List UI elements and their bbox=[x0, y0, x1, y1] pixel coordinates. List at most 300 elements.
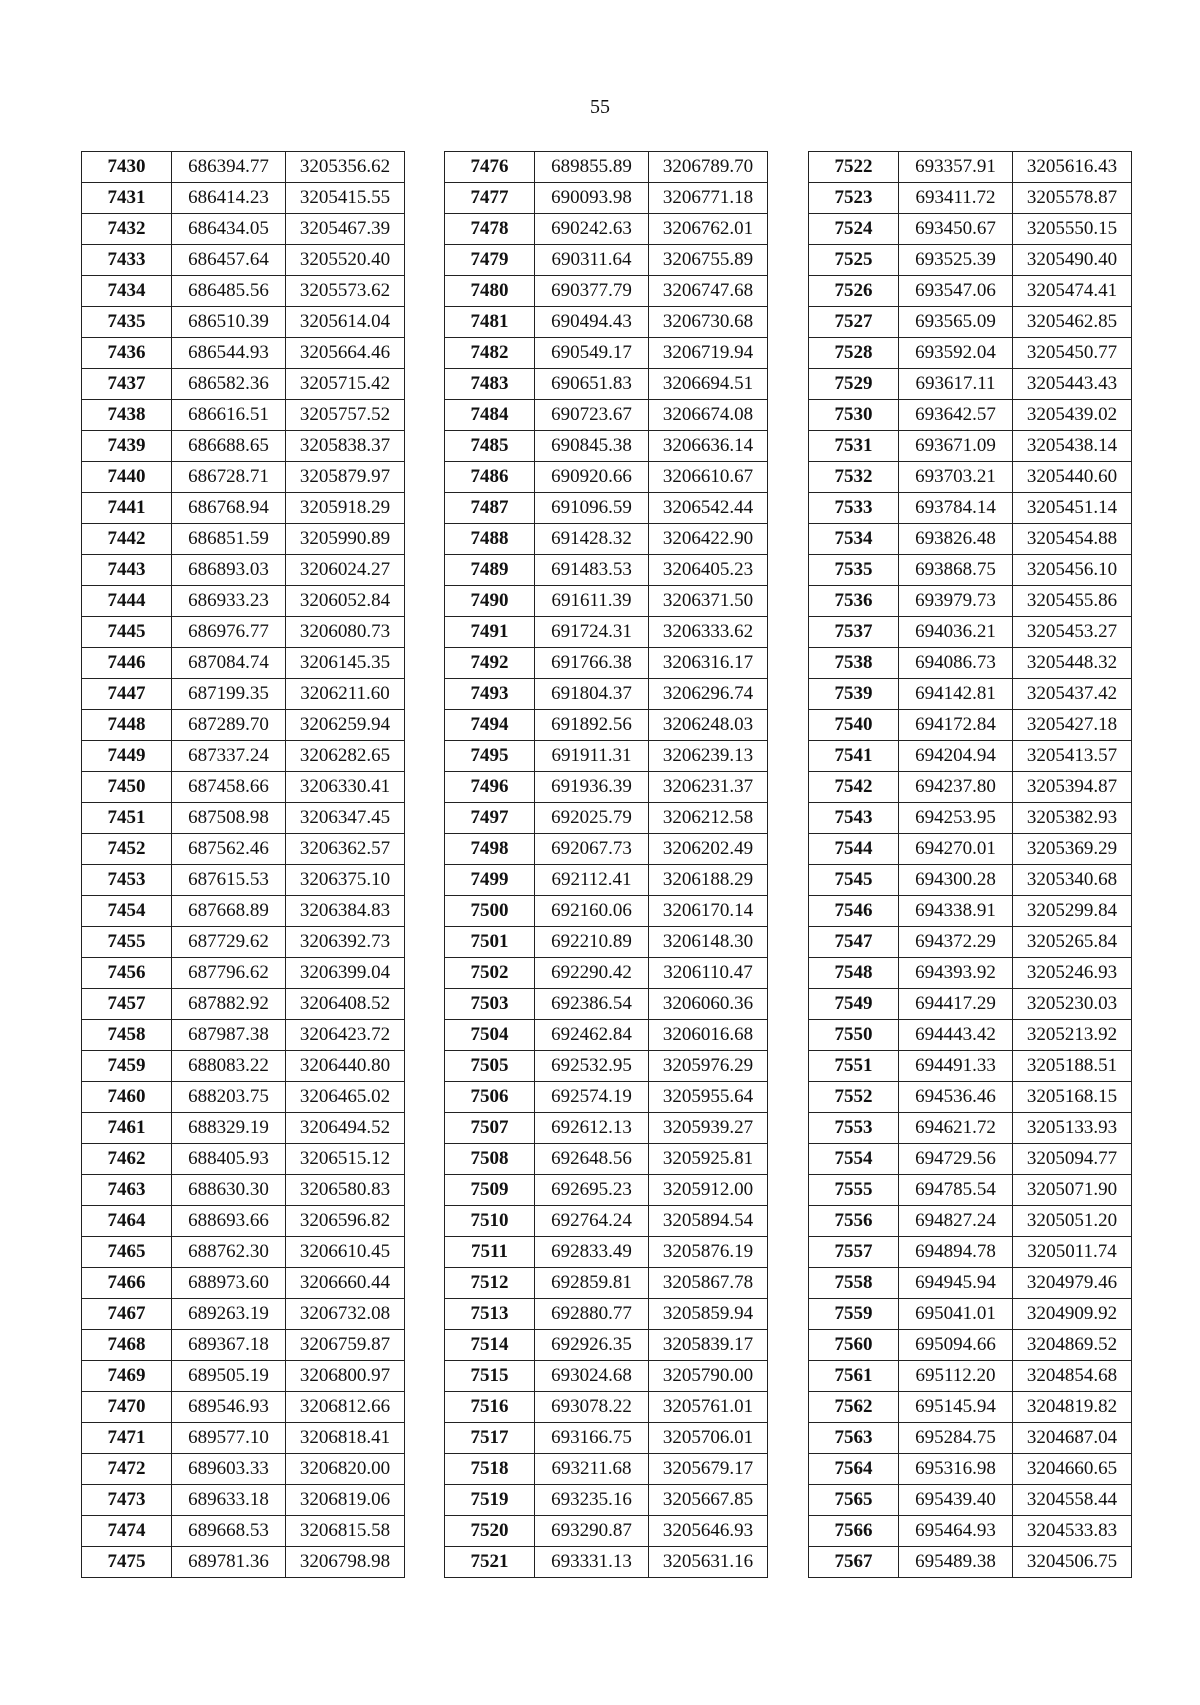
x-coordinate: 687508.98 bbox=[172, 803, 286, 834]
table-row bbox=[82, 1299, 405, 1330]
point-number: 7448 bbox=[82, 710, 172, 741]
point-number: 7507 bbox=[445, 1113, 535, 1144]
point-number: 7523 bbox=[809, 183, 899, 214]
table-row bbox=[82, 586, 405, 617]
y-coordinate: 3206542.44 bbox=[649, 493, 768, 524]
point-number: 7493 bbox=[445, 679, 535, 710]
x-coordinate: 693024.68 bbox=[535, 1361, 649, 1392]
point-number: 7440 bbox=[82, 462, 172, 493]
table-row bbox=[445, 958, 768, 989]
y-coordinate: 3205859.94 bbox=[649, 1299, 768, 1330]
x-coordinate: 691804.37 bbox=[535, 679, 649, 710]
x-coordinate: 694253.95 bbox=[899, 803, 1013, 834]
x-coordinate: 690242.63 bbox=[535, 214, 649, 245]
y-coordinate: 3206610.67 bbox=[649, 462, 768, 493]
table-row bbox=[82, 1144, 405, 1175]
x-coordinate: 693166.75 bbox=[535, 1423, 649, 1454]
y-coordinate: 3205394.87 bbox=[1013, 772, 1132, 803]
x-coordinate: 693211.68 bbox=[535, 1454, 649, 1485]
y-coordinate: 3205439.02 bbox=[1013, 400, 1132, 431]
y-coordinate: 3205876.19 bbox=[649, 1237, 768, 1268]
point-number: 7550 bbox=[809, 1020, 899, 1051]
point-number: 7467 bbox=[82, 1299, 172, 1330]
table-row bbox=[809, 245, 1132, 276]
y-coordinate: 3205265.84 bbox=[1013, 927, 1132, 958]
y-coordinate: 3206080.73 bbox=[286, 617, 405, 648]
table-row bbox=[445, 1020, 768, 1051]
point-number: 7547 bbox=[809, 927, 899, 958]
table-row bbox=[82, 958, 405, 989]
table-row bbox=[445, 834, 768, 865]
table-row bbox=[809, 1175, 1132, 1206]
table-row bbox=[82, 462, 405, 493]
y-coordinate: 3205955.64 bbox=[649, 1082, 768, 1113]
x-coordinate: 694372.29 bbox=[899, 927, 1013, 958]
table-row bbox=[82, 276, 405, 307]
point-number: 7485 bbox=[445, 431, 535, 462]
y-coordinate: 3206347.45 bbox=[286, 803, 405, 834]
table-row bbox=[809, 617, 1132, 648]
point-number: 7436 bbox=[82, 338, 172, 369]
point-number: 7431 bbox=[82, 183, 172, 214]
x-coordinate: 687084.74 bbox=[172, 648, 286, 679]
point-number: 7480 bbox=[445, 276, 535, 307]
x-coordinate: 686728.71 bbox=[172, 462, 286, 493]
table-row bbox=[82, 431, 405, 462]
point-number: 7497 bbox=[445, 803, 535, 834]
table-row bbox=[82, 524, 405, 555]
table-row bbox=[82, 927, 405, 958]
point-number: 7561 bbox=[809, 1361, 899, 1392]
x-coordinate: 694729.56 bbox=[899, 1144, 1013, 1175]
table-row bbox=[82, 245, 405, 276]
coordinate-table-1 bbox=[81, 151, 405, 1578]
y-coordinate: 3205925.81 bbox=[649, 1144, 768, 1175]
x-coordinate: 687562.46 bbox=[172, 834, 286, 865]
point-number: 7530 bbox=[809, 400, 899, 431]
table-row bbox=[809, 1082, 1132, 1113]
table-row bbox=[809, 989, 1132, 1020]
table-row bbox=[809, 679, 1132, 710]
x-coordinate: 692067.73 bbox=[535, 834, 649, 865]
x-coordinate: 687729.62 bbox=[172, 927, 286, 958]
y-coordinate: 3205437.42 bbox=[1013, 679, 1132, 710]
table-row bbox=[809, 400, 1132, 431]
x-coordinate: 691611.39 bbox=[535, 586, 649, 617]
y-coordinate: 3204660.65 bbox=[1013, 1454, 1132, 1485]
y-coordinate: 3205450.77 bbox=[1013, 338, 1132, 369]
point-number: 7525 bbox=[809, 245, 899, 276]
x-coordinate: 695284.75 bbox=[899, 1423, 1013, 1454]
point-number: 7454 bbox=[82, 896, 172, 927]
y-coordinate: 3206375.10 bbox=[286, 865, 405, 896]
page-number: 55 bbox=[590, 96, 610, 118]
x-coordinate: 687289.70 bbox=[172, 710, 286, 741]
y-coordinate: 3205462.85 bbox=[1013, 307, 1132, 338]
y-coordinate: 3206747.68 bbox=[649, 276, 768, 307]
table-row bbox=[445, 772, 768, 803]
table-row bbox=[82, 1051, 405, 1082]
y-coordinate: 3205879.97 bbox=[286, 462, 405, 493]
x-coordinate: 693565.09 bbox=[899, 307, 1013, 338]
x-coordinate: 693235.16 bbox=[535, 1485, 649, 1516]
x-coordinate: 690494.43 bbox=[535, 307, 649, 338]
x-coordinate: 692462.84 bbox=[535, 1020, 649, 1051]
table-row bbox=[445, 307, 768, 338]
y-coordinate: 3206211.60 bbox=[286, 679, 405, 710]
point-number: 7470 bbox=[82, 1392, 172, 1423]
table-row bbox=[809, 1051, 1132, 1082]
x-coordinate: 691428.32 bbox=[535, 524, 649, 555]
point-number: 7564 bbox=[809, 1454, 899, 1485]
table-row bbox=[809, 1454, 1132, 1485]
point-number: 7490 bbox=[445, 586, 535, 617]
table-row bbox=[445, 710, 768, 741]
point-number: 7479 bbox=[445, 245, 535, 276]
point-number: 7565 bbox=[809, 1485, 899, 1516]
x-coordinate: 686688.65 bbox=[172, 431, 286, 462]
y-coordinate: 3205715.42 bbox=[286, 369, 405, 400]
y-coordinate: 3205614.04 bbox=[286, 307, 405, 338]
x-coordinate: 693826.48 bbox=[899, 524, 1013, 555]
point-number: 7433 bbox=[82, 245, 172, 276]
y-coordinate: 3205667.85 bbox=[649, 1485, 768, 1516]
coordinate-table-3 bbox=[808, 151, 1132, 1578]
y-coordinate: 3205573.62 bbox=[286, 276, 405, 307]
table-row bbox=[809, 1423, 1132, 1454]
y-coordinate: 3206212.58 bbox=[649, 803, 768, 834]
table-row bbox=[82, 803, 405, 834]
x-coordinate: 688973.60 bbox=[172, 1268, 286, 1299]
x-coordinate: 687668.89 bbox=[172, 896, 286, 927]
y-coordinate: 3205451.14 bbox=[1013, 493, 1132, 524]
y-coordinate: 3205453.27 bbox=[1013, 617, 1132, 648]
table-row bbox=[445, 1392, 768, 1423]
x-coordinate: 693671.09 bbox=[899, 431, 1013, 462]
x-coordinate: 692880.77 bbox=[535, 1299, 649, 1330]
table-row bbox=[809, 648, 1132, 679]
x-coordinate: 694621.72 bbox=[899, 1113, 1013, 1144]
x-coordinate: 691483.53 bbox=[535, 555, 649, 586]
point-number: 7491 bbox=[445, 617, 535, 648]
table-row bbox=[445, 1299, 768, 1330]
point-number: 7546 bbox=[809, 896, 899, 927]
x-coordinate: 692612.13 bbox=[535, 1113, 649, 1144]
y-coordinate: 3205706.01 bbox=[649, 1423, 768, 1454]
x-coordinate: 694785.54 bbox=[899, 1175, 1013, 1206]
x-coordinate: 689668.53 bbox=[172, 1516, 286, 1547]
y-coordinate: 3205790.00 bbox=[649, 1361, 768, 1392]
y-coordinate: 3205369.29 bbox=[1013, 834, 1132, 865]
x-coordinate: 686414.23 bbox=[172, 183, 286, 214]
y-coordinate: 3205456.10 bbox=[1013, 555, 1132, 586]
point-number: 7432 bbox=[82, 214, 172, 245]
x-coordinate: 694945.94 bbox=[899, 1268, 1013, 1299]
table-row bbox=[809, 462, 1132, 493]
point-number: 7444 bbox=[82, 586, 172, 617]
point-number: 7481 bbox=[445, 307, 535, 338]
x-coordinate: 694443.42 bbox=[899, 1020, 1013, 1051]
table-row bbox=[82, 338, 405, 369]
table-row bbox=[809, 1144, 1132, 1175]
x-coordinate: 694270.01 bbox=[899, 834, 1013, 865]
x-coordinate: 690845.38 bbox=[535, 431, 649, 462]
table-row bbox=[82, 400, 405, 431]
table-row bbox=[82, 1392, 405, 1423]
point-number: 7528 bbox=[809, 338, 899, 369]
y-coordinate: 3206755.89 bbox=[649, 245, 768, 276]
x-coordinate: 694036.21 bbox=[899, 617, 1013, 648]
y-coordinate: 3206016.68 bbox=[649, 1020, 768, 1051]
table-row bbox=[445, 1454, 768, 1485]
x-coordinate: 692859.81 bbox=[535, 1268, 649, 1299]
x-coordinate: 693617.11 bbox=[899, 369, 1013, 400]
y-coordinate: 3205213.92 bbox=[1013, 1020, 1132, 1051]
point-number: 7477 bbox=[445, 183, 535, 214]
table-row bbox=[445, 493, 768, 524]
point-number: 7458 bbox=[82, 1020, 172, 1051]
table-row bbox=[809, 369, 1132, 400]
y-coordinate: 3206060.36 bbox=[649, 989, 768, 1020]
table-row bbox=[82, 1020, 405, 1051]
x-coordinate: 689603.33 bbox=[172, 1454, 286, 1485]
x-coordinate: 694894.78 bbox=[899, 1237, 1013, 1268]
point-number: 7506 bbox=[445, 1082, 535, 1113]
point-number: 7494 bbox=[445, 710, 535, 741]
y-coordinate: 3205867.78 bbox=[649, 1268, 768, 1299]
point-number: 7475 bbox=[82, 1547, 172, 1578]
table-row bbox=[82, 648, 405, 679]
y-coordinate: 3205679.17 bbox=[649, 1454, 768, 1485]
point-number: 7447 bbox=[82, 679, 172, 710]
point-number: 7492 bbox=[445, 648, 535, 679]
x-coordinate: 695316.98 bbox=[899, 1454, 1013, 1485]
point-number: 7517 bbox=[445, 1423, 535, 1454]
table-row bbox=[445, 431, 768, 462]
point-number: 7461 bbox=[82, 1113, 172, 1144]
point-number: 7532 bbox=[809, 462, 899, 493]
x-coordinate: 690651.83 bbox=[535, 369, 649, 400]
point-number: 7535 bbox=[809, 555, 899, 586]
table-row bbox=[82, 679, 405, 710]
y-coordinate: 3206145.35 bbox=[286, 648, 405, 679]
y-coordinate: 3204533.83 bbox=[1013, 1516, 1132, 1547]
y-coordinate: 3205415.55 bbox=[286, 183, 405, 214]
table-row bbox=[445, 1206, 768, 1237]
point-number: 7541 bbox=[809, 741, 899, 772]
point-number: 7533 bbox=[809, 493, 899, 524]
table-row bbox=[82, 152, 405, 183]
x-coordinate: 687458.66 bbox=[172, 772, 286, 803]
x-coordinate: 690920.66 bbox=[535, 462, 649, 493]
point-number: 7534 bbox=[809, 524, 899, 555]
point-number: 7539 bbox=[809, 679, 899, 710]
table-row bbox=[82, 834, 405, 865]
y-coordinate: 3206636.14 bbox=[649, 431, 768, 462]
point-number: 7474 bbox=[82, 1516, 172, 1547]
y-coordinate: 3204819.82 bbox=[1013, 1392, 1132, 1423]
y-coordinate: 3206762.01 bbox=[649, 214, 768, 245]
y-coordinate: 3206596.82 bbox=[286, 1206, 405, 1237]
y-coordinate: 3206800.97 bbox=[286, 1361, 405, 1392]
y-coordinate: 3205230.03 bbox=[1013, 989, 1132, 1020]
y-coordinate: 3206812.66 bbox=[286, 1392, 405, 1423]
table-row bbox=[809, 1268, 1132, 1299]
table-row bbox=[809, 1361, 1132, 1392]
y-coordinate: 3206815.58 bbox=[286, 1516, 405, 1547]
point-number: 7460 bbox=[82, 1082, 172, 1113]
point-number: 7465 bbox=[82, 1237, 172, 1268]
x-coordinate: 686893.03 bbox=[172, 555, 286, 586]
point-number: 7522 bbox=[809, 152, 899, 183]
x-coordinate: 693078.22 bbox=[535, 1392, 649, 1423]
point-number: 7484 bbox=[445, 400, 535, 431]
table-row bbox=[809, 1206, 1132, 1237]
point-number: 7473 bbox=[82, 1485, 172, 1516]
y-coordinate: 3205631.16 bbox=[649, 1547, 768, 1578]
x-coordinate: 686457.64 bbox=[172, 245, 286, 276]
table-row bbox=[809, 1392, 1132, 1423]
y-coordinate: 3206148.30 bbox=[649, 927, 768, 958]
y-coordinate: 3206465.02 bbox=[286, 1082, 405, 1113]
y-coordinate: 3205448.32 bbox=[1013, 648, 1132, 679]
x-coordinate: 690549.17 bbox=[535, 338, 649, 369]
table-row bbox=[82, 896, 405, 927]
table-row bbox=[82, 710, 405, 741]
x-coordinate: 690377.79 bbox=[535, 276, 649, 307]
table-row bbox=[82, 741, 405, 772]
x-coordinate: 688762.30 bbox=[172, 1237, 286, 1268]
x-coordinate: 693703.21 bbox=[899, 462, 1013, 493]
point-number: 7466 bbox=[82, 1268, 172, 1299]
table-row bbox=[445, 245, 768, 276]
table-row bbox=[82, 307, 405, 338]
y-coordinate: 3206024.27 bbox=[286, 555, 405, 586]
point-number: 7438 bbox=[82, 400, 172, 431]
x-coordinate: 690723.67 bbox=[535, 400, 649, 431]
y-coordinate: 3206820.00 bbox=[286, 1454, 405, 1485]
table-row bbox=[809, 524, 1132, 555]
point-number: 7556 bbox=[809, 1206, 899, 1237]
point-number: 7486 bbox=[445, 462, 535, 493]
y-coordinate: 3206110.47 bbox=[649, 958, 768, 989]
x-coordinate: 692833.49 bbox=[535, 1237, 649, 1268]
x-coordinate: 689781.36 bbox=[172, 1547, 286, 1578]
table-row bbox=[809, 710, 1132, 741]
x-coordinate: 692574.19 bbox=[535, 1082, 649, 1113]
x-coordinate: 693547.06 bbox=[899, 276, 1013, 307]
y-coordinate: 3206399.04 bbox=[286, 958, 405, 989]
y-coordinate: 3206660.44 bbox=[286, 1268, 405, 1299]
point-number: 7501 bbox=[445, 927, 535, 958]
point-number: 7531 bbox=[809, 431, 899, 462]
x-coordinate: 688630.30 bbox=[172, 1175, 286, 1206]
y-coordinate: 3206330.41 bbox=[286, 772, 405, 803]
x-coordinate: 695112.20 bbox=[899, 1361, 1013, 1392]
table-row bbox=[809, 1547, 1132, 1578]
y-coordinate: 3206730.68 bbox=[649, 307, 768, 338]
point-number: 7527 bbox=[809, 307, 899, 338]
point-number: 7439 bbox=[82, 431, 172, 462]
y-coordinate: 3205474.41 bbox=[1013, 276, 1132, 307]
table-row bbox=[445, 1516, 768, 1547]
point-number: 7509 bbox=[445, 1175, 535, 1206]
point-number: 7548 bbox=[809, 958, 899, 989]
table-row bbox=[809, 1516, 1132, 1547]
table-row bbox=[809, 307, 1132, 338]
table-row bbox=[445, 648, 768, 679]
y-coordinate: 3206732.08 bbox=[286, 1299, 405, 1330]
y-coordinate: 3205578.87 bbox=[1013, 183, 1132, 214]
table-row bbox=[445, 679, 768, 710]
point-number: 7462 bbox=[82, 1144, 172, 1175]
point-number: 7526 bbox=[809, 276, 899, 307]
y-coordinate: 3204506.75 bbox=[1013, 1547, 1132, 1578]
y-coordinate: 3206674.08 bbox=[649, 400, 768, 431]
table-row bbox=[445, 1237, 768, 1268]
x-coordinate: 687199.35 bbox=[172, 679, 286, 710]
point-number: 7566 bbox=[809, 1516, 899, 1547]
table-row bbox=[82, 214, 405, 245]
x-coordinate: 692764.24 bbox=[535, 1206, 649, 1237]
table-row bbox=[809, 834, 1132, 865]
x-coordinate: 694086.73 bbox=[899, 648, 1013, 679]
point-number: 7482 bbox=[445, 338, 535, 369]
table-row bbox=[809, 1485, 1132, 1516]
point-number: 7471 bbox=[82, 1423, 172, 1454]
table-row bbox=[82, 493, 405, 524]
x-coordinate: 695041.01 bbox=[899, 1299, 1013, 1330]
point-number: 7442 bbox=[82, 524, 172, 555]
point-number: 7500 bbox=[445, 896, 535, 927]
x-coordinate: 695094.66 bbox=[899, 1330, 1013, 1361]
table-row bbox=[82, 865, 405, 896]
table-row bbox=[82, 617, 405, 648]
table-row bbox=[445, 555, 768, 586]
y-coordinate: 3205912.00 bbox=[649, 1175, 768, 1206]
table-row bbox=[82, 1485, 405, 1516]
table-row bbox=[445, 803, 768, 834]
y-coordinate: 3205011.74 bbox=[1013, 1237, 1132, 1268]
y-coordinate: 3205520.40 bbox=[286, 245, 405, 276]
y-coordinate: 3205918.29 bbox=[286, 493, 405, 524]
table-row bbox=[82, 1206, 405, 1237]
y-coordinate: 3204687.04 bbox=[1013, 1423, 1132, 1454]
point-number: 7464 bbox=[82, 1206, 172, 1237]
x-coordinate: 686510.39 bbox=[172, 307, 286, 338]
point-number: 7469 bbox=[82, 1361, 172, 1392]
y-coordinate: 3205454.88 bbox=[1013, 524, 1132, 555]
y-coordinate: 3206384.83 bbox=[286, 896, 405, 927]
table-row bbox=[82, 183, 405, 214]
point-number: 7552 bbox=[809, 1082, 899, 1113]
x-coordinate: 686768.94 bbox=[172, 493, 286, 524]
y-coordinate: 3206239.13 bbox=[649, 741, 768, 772]
x-coordinate: 692112.41 bbox=[535, 865, 649, 896]
x-coordinate: 686851.59 bbox=[172, 524, 286, 555]
point-number: 7452 bbox=[82, 834, 172, 865]
table-row bbox=[445, 1082, 768, 1113]
x-coordinate: 692290.42 bbox=[535, 958, 649, 989]
x-coordinate: 689546.93 bbox=[172, 1392, 286, 1423]
table-row bbox=[809, 214, 1132, 245]
y-coordinate: 3205382.93 bbox=[1013, 803, 1132, 834]
y-coordinate: 3206515.12 bbox=[286, 1144, 405, 1175]
y-coordinate: 3205340.68 bbox=[1013, 865, 1132, 896]
point-number: 7451 bbox=[82, 803, 172, 834]
y-coordinate: 3205616.43 bbox=[1013, 152, 1132, 183]
x-coordinate: 694237.80 bbox=[899, 772, 1013, 803]
